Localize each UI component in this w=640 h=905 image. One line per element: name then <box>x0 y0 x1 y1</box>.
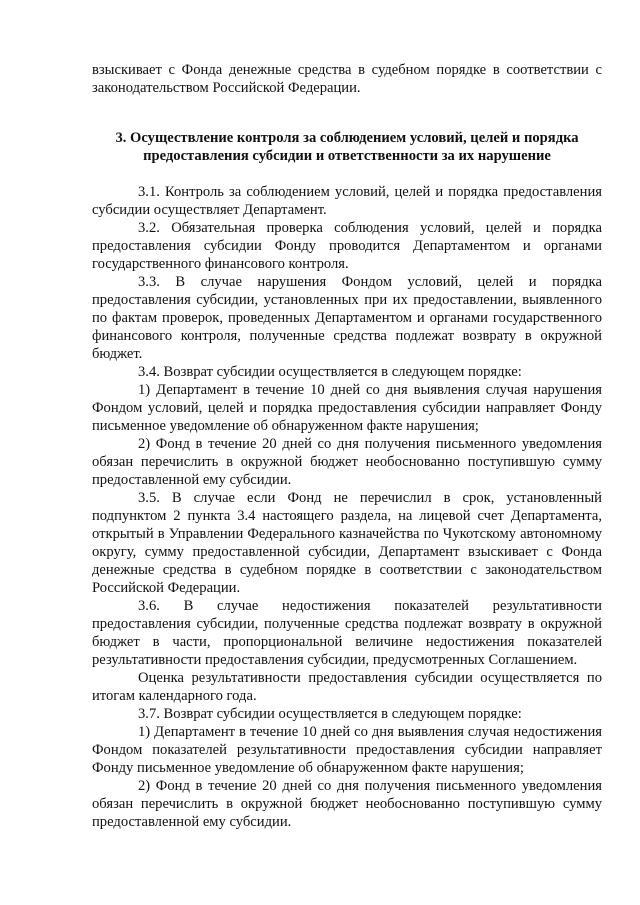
paragraph-3-2: 3.2. Обязательная проверка соблюдения условий, целей и порядка предоставления субсидии Фонду проводится Департаментом и органами государственного финансового контроля. <box>92 220 602 272</box>
paragraph-3-4-item-2: 2) Фонд в течение 20 дней со дня получения письменного уведомления обязан перечислить в окружной бюджет необоснованно поступившую сумму предоставленной ему субсидии. <box>92 436 602 488</box>
section-heading: 3. Осуществление контроля за соблюдением условий, целей и порядка предоставления субсидии и ответственности за их нарушение <box>115 130 579 164</box>
paragraph-3-1: 3.1. Контроль за соблюдением условий, целей и порядка предоставления субсидии осуществляет Департамент. <box>92 184 602 218</box>
paragraph-3-4: 3.4. Возврат субсидии осуществляется в следующем порядке: <box>138 364 522 380</box>
paragraph-3-6: 3.6. В случае недостижения показателей результативности предоставления субсидии, полученные средства подлежат возврату в окружной бюджет в части, пропорциональной величине недостижения показателей результативности предоставления субсидии, предусмотренных Соглашением. <box>92 598 602 668</box>
paragraph-3-3: 3.3. В случае нарушения Фондом условий, целей и порядка предоставления субсидии, установленных при их предоставлении, выявленного по фактам проверок, проведенных Департаментом и органами государственного финансового контроля, полученные средства подлежат возврату в окружной бюджет. <box>92 274 602 362</box>
document-page <box>92 61 602 831</box>
paragraph-3-7-item-1: 1) Департамент в течение 10 дней со дня выявления случая недостижения Фондом показателей результативности предоставления субсидии направляет Фонду письменное уведомление об обнаруженном факте нарушения; <box>92 724 602 776</box>
intro-paragraph: взыскивает с Фонда денежные средства в судебном порядке в соответствии с законодательством Российской Федерации. <box>92 62 602 96</box>
paragraph-3-5: 3.5. В случае если Фонд не перечислил в срок, установленный подпунктом 2 пункта 3.4 настоящего раздела, на лицевой счет Департамента, открытый в Управлении Федерального казначейства по Чукотскому автономному округу, сумму предоставленной субсидии, Департамент взыскивает с Фонда денежные средства в судебном порядке в соответствии с законодательством Российской Федерации. <box>92 490 602 596</box>
paragraph-3-4-item-1: 1) Департамент в течение 10 дней со дня выявления случая нарушения Фондом условий, целей и порядка предоставления субсидии направляет Фонду письменное уведомление об обнаруженном факте нарушения; <box>92 382 602 434</box>
paragraph-assessment: Оценка результативности предоставления субсидии осуществляется по итогам календарного года. <box>92 670 602 704</box>
paragraph-3-7-item-2: 2) Фонд в течение 20 дней со дня получения письменного уведомления обязан перечислить в окружной бюджет необоснованно поступившую сумму предоставленной ему субсидии. <box>92 778 602 830</box>
paragraph-3-7: 3.7. Возврат субсидии осуществляется в следующем порядке: <box>138 706 522 722</box>
